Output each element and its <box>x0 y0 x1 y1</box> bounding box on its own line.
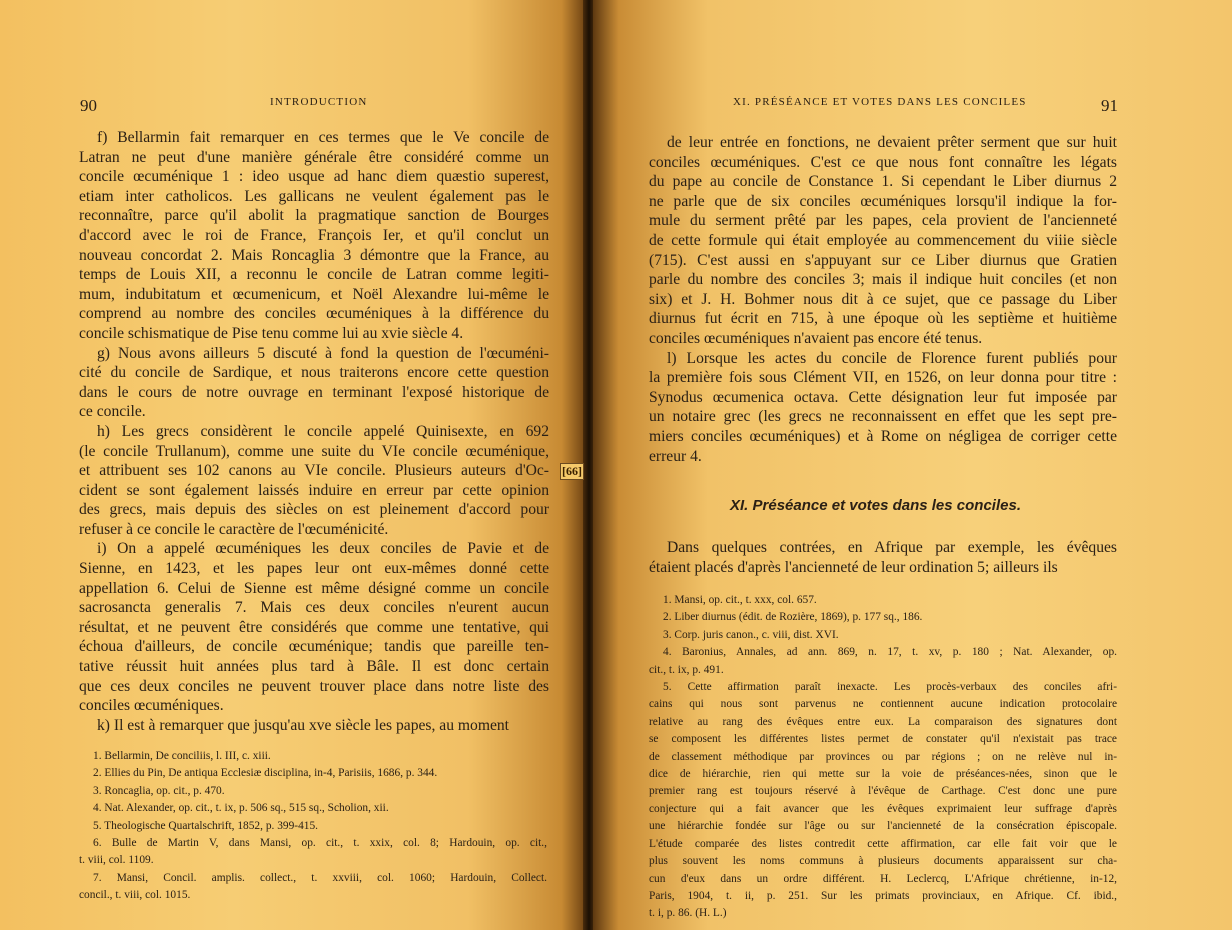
text-line: dans le cours de notre ouvrage en terminant l'exposé historique de <box>79 383 549 401</box>
text-line: 2. Ellies du Pin, De antiqua Ecclesiæ disciplina, in-4, Parisiis, 1686, p. 344. <box>93 767 438 780</box>
text-line: 7. Mansi, Concil. amplis. collect., t. xxviii, col. 1060; Hardouin, Collect. <box>93 871 547 884</box>
text-line: temps de Louis XII, a reconnu le concile de Latran comme legiti- <box>79 266 549 284</box>
text-line: concile œcuménique 1 : ideo usque ad hanc diem quæstio superest, <box>79 168 549 186</box>
text-line: cun d'eux dans un ordre différent. H. Leclercq, L'Afrique chrétienne, in-12, <box>649 872 1117 885</box>
text-line: f) Bellarmin fait remarquer en ces termes que le Ve concile de <box>97 129 549 146</box>
text-line: conciles œcuméniques. <box>79 697 224 715</box>
footnote <box>79 765 547 782</box>
text-line: 1. Mansi, op. cit., t. xxx, col. 657. <box>663 594 817 606</box>
text-line: la première fois sous Clément VII, en 1526, on leur donna pour titre : <box>649 369 1117 387</box>
text-line: cit., t. ix, p. 491. <box>649 663 724 676</box>
text-line: du pape au concile de Constance 1. Si cependant le Liber diurnus 2 <box>649 173 1117 191</box>
paragraph <box>79 539 549 715</box>
text-line: cité du concile de Sardique, et nous traiterons encore cette question <box>79 364 549 382</box>
footnote <box>649 609 1117 626</box>
footnote <box>79 783 547 800</box>
text-line: cains qui nous sont parvenus ne contiennent aucune indication protocolaire <box>649 698 1117 711</box>
footnote <box>649 592 1117 609</box>
text-line: cident se sont également laissés induire en erreur par cette opinion <box>79 481 549 499</box>
right-footnotes <box>649 592 1117 923</box>
text-line: 5. Cette affirmation paraît inexacte. Les procès-verbaux des conciles afri- <box>663 681 1117 694</box>
text-line: Paris, 1904, t. ii, p. 251. Sur les primats provinciaux, en Afrique. Cf. ibid., <box>649 889 1117 902</box>
text-line: sacrosancta generalis 7. Mais ces deux conciles n'eurent aucun <box>79 599 549 617</box>
paragraph <box>79 422 549 540</box>
paragraph <box>79 716 549 736</box>
text-line: conjecture qui a fait avancer que les évêques exprimaient leur suffrage d'après <box>649 802 1117 815</box>
text-line: k) Il est à remarquer que jusqu'au xve siècle les papes, au moment <box>97 716 510 734</box>
text-line: erreur 4. <box>649 447 702 465</box>
text-line: résultat, et ne peuvent être considérés que comme une tentative, qui <box>79 618 549 636</box>
text-line: i) On a appelé œcuméniques les deux conciles de Pavie et de <box>97 540 549 558</box>
text-line: refuser à ce concile le caractère de l'œcuménicité. <box>79 520 389 538</box>
left-page-number: 90 <box>80 96 97 115</box>
text-line: appellation 6. Celui de Sienne est même désigné comme un concile <box>79 579 549 597</box>
text-line: plus souvent les noms communs à plusieurs documents apparaissent sur cha- <box>649 855 1117 868</box>
footnote <box>79 818 547 835</box>
text-line: tative réussit huit années plus tard à Bâle. Il est donc certain <box>79 658 549 676</box>
text-line: Latran ne peut d'une manière générale être considéré comme un <box>79 148 549 166</box>
text-line: concil., t. viii, col. 1015. <box>79 889 191 902</box>
text-line: une hiérarchie fondée sur l'âge ou sur l'ancienneté de la consécration épiscopale. <box>649 820 1117 833</box>
left-footnotes <box>79 748 547 905</box>
text-line: des grecs, mais depuis des siècles on est pleinement d'accord pour <box>79 501 549 519</box>
text-line: premier rang est toujours réservé à l'évêque de Carthage. C'est donc une pure <box>649 785 1117 798</box>
text-line: d'accord avec le roi de France, François Ier, et qu'il conclut un <box>79 226 549 244</box>
footnote <box>79 835 547 870</box>
text-line: parle du nombre des conciles 3; mais il indique huit conciles (et non <box>649 271 1117 289</box>
paragraph <box>79 344 549 422</box>
text-line: concile schismatique de Pise tenu comme lui au xvie siècle 4. <box>79 324 464 342</box>
text-line: 6. Bulle de Martin V, dans Mansi, op. cit., t. xxix, col. 8; Hardouin, op. cit., <box>93 837 547 850</box>
text-line: de cette formule qui était employée au commencement du viiie siècle <box>649 231 1117 249</box>
text-line: (le concile Trullanum), comme une suite du VIe concile œcuménique, <box>79 442 549 460</box>
text-line: L'étude comparée des listes contredit cette affirmation, car elle fait voir que le <box>649 837 1117 850</box>
text-line: 3. Corp. juris canon., c. viii, dist. XVI. <box>663 628 839 641</box>
paragraph <box>649 133 1117 349</box>
text-line: Synodus œcumenica octava. Cette désignation leur fut imposée par <box>649 388 1117 406</box>
text-line: 4. Nat. Alexander, op. cit., t. ix, p. 506 sq., 515 sq., Scholion, xii. <box>93 802 389 815</box>
right-page <box>593 0 1232 930</box>
text-line: se composent les différentes listes permet de constater qu'il n'existait pas trace <box>649 733 1117 746</box>
text-line: de leur entrée en fonctions, ne devaient prêter serment que sur huit <box>667 134 1117 151</box>
text-line: un notaire grec (les grecs ne reconnaissent en effet que les sept pre- <box>649 408 1117 426</box>
right-body-text-top <box>649 133 1117 466</box>
text-line: t. viii, col. 1109. <box>79 854 154 867</box>
text-line: étaient placés d'après l'ancienneté de leur ordination 5; ailleurs ils <box>649 558 1058 576</box>
text-line: ne parle que de six conciles œcuméniques lorsqu'il indique la for- <box>649 192 1117 210</box>
footnote <box>649 679 1117 923</box>
right-running-header: XI. PRÉSÉANCE ET VOTES DANS LES CONCILES <box>733 96 1027 108</box>
footnote <box>79 748 547 765</box>
text-line: Sienne, en 1423, et les papes leur ont eux-mêmes donné cette <box>79 560 549 578</box>
text-line: (715). C'est aussi en s'appuyant sur ce Liber diurnus que Gratien <box>649 251 1117 269</box>
text-line: t. i, p. 86. (H. L.) <box>649 907 727 920</box>
text-line: Dans quelques contrées, en Afrique par exemple, les évêques <box>667 539 1117 556</box>
footnote <box>79 870 547 905</box>
text-line: etiam inter catholicos. Les gallicans ne veulent également pas le <box>79 187 549 205</box>
text-line: 1. Bellarmin, De conciliis, l. III, c. xiii. <box>93 750 271 762</box>
section-title: XI. Préséance et votes dans les conciles. <box>730 497 1021 514</box>
text-line: h) Les grecs considèrent le concile appelé Quinisexte, en 692 <box>97 422 549 440</box>
text-line: miers conciles œcuméniques) et à Rome on négligea de corriger cette <box>649 427 1117 445</box>
text-line: six) et J. H. Bohmer nous dit à ce sujet, que ce passage du Liber <box>649 290 1117 308</box>
text-line: ce concile. <box>79 403 146 421</box>
text-line: et attribuent ses 102 canons au VIe concile. Plusieurs auteurs d'Oc- <box>79 462 549 480</box>
text-line: nouveau concordat 2. Mais Roncaglia 3 démontre que la France, au <box>79 246 549 264</box>
text-line: mule du serment prêté par les papes, cela provient de l'ancienneté <box>649 212 1117 230</box>
text-line: relative au rang des évêques entre eux. La comparaison des signatures dont <box>649 715 1117 728</box>
text-line: 5. Theologische Quartalschrift, 1852, p. 399-415. <box>93 819 319 832</box>
paragraph <box>649 349 1117 467</box>
text-line: de classement méthodique par provinces ou par régions ; on ne relève nul in- <box>649 750 1117 763</box>
left-page <box>0 0 585 930</box>
text-line: conciles œcuméniques n'avaient pas encore été tenus. <box>649 329 983 347</box>
left-body-text <box>79 128 549 735</box>
text-line: 3. Roncaglia, op. cit., p. 470. <box>93 784 225 797</box>
text-line: conciles œcuméniques. C'est ce que nous font connaître les légats <box>649 153 1117 171</box>
left-running-header: INTRODUCTION <box>270 96 368 108</box>
footnote <box>649 644 1117 679</box>
footnote <box>649 627 1117 644</box>
footnote <box>79 800 547 817</box>
margin-page-marker: [66] <box>562 464 582 478</box>
text-line: mum, indubitatum et œcumenicum, et Noël Alexandre lui-même le <box>79 285 549 303</box>
text-line: reconnaître, parce qu'il abolit la pragmatique sanction de Bourges <box>79 207 549 225</box>
right-body-text-bottom <box>649 538 1117 577</box>
text-line: l) Lorsque les actes du concile de Florence furent publiés pour <box>667 349 1117 367</box>
paragraph <box>649 538 1117 577</box>
text-line: comprend au nombre des conciles œcuméniques à la différence du <box>79 305 549 323</box>
text-line: dice de hiérarchie, rien qui mette sur la voie de préséances-nées, sinon que le <box>649 768 1117 781</box>
text-line: diurnus fut écrit en 715, à une époque où les septième et huitième <box>649 310 1117 328</box>
right-page-number: 91 <box>1101 96 1118 115</box>
text-line: échoua d'ailleurs, de concile œcuménique; tandis que pareille ten- <box>79 638 549 656</box>
text-line: 2. Liber diurnus (édit. de Rozière, 1869), p. 177 sq., 186. <box>663 611 923 624</box>
text-line: g) Nous avons ailleurs 5 discuté à fond la question de l'œcuméni- <box>97 344 549 362</box>
text-line: 4. Baronius, Annales, ad ann. 869, n. 17, t. xv, p. 180 ; Nat. Alexander, op. <box>663 646 1117 659</box>
text-line: que ces deux conciles ne peuvent trouver place dans notre liste des <box>79 677 549 695</box>
paragraph <box>79 128 549 344</box>
